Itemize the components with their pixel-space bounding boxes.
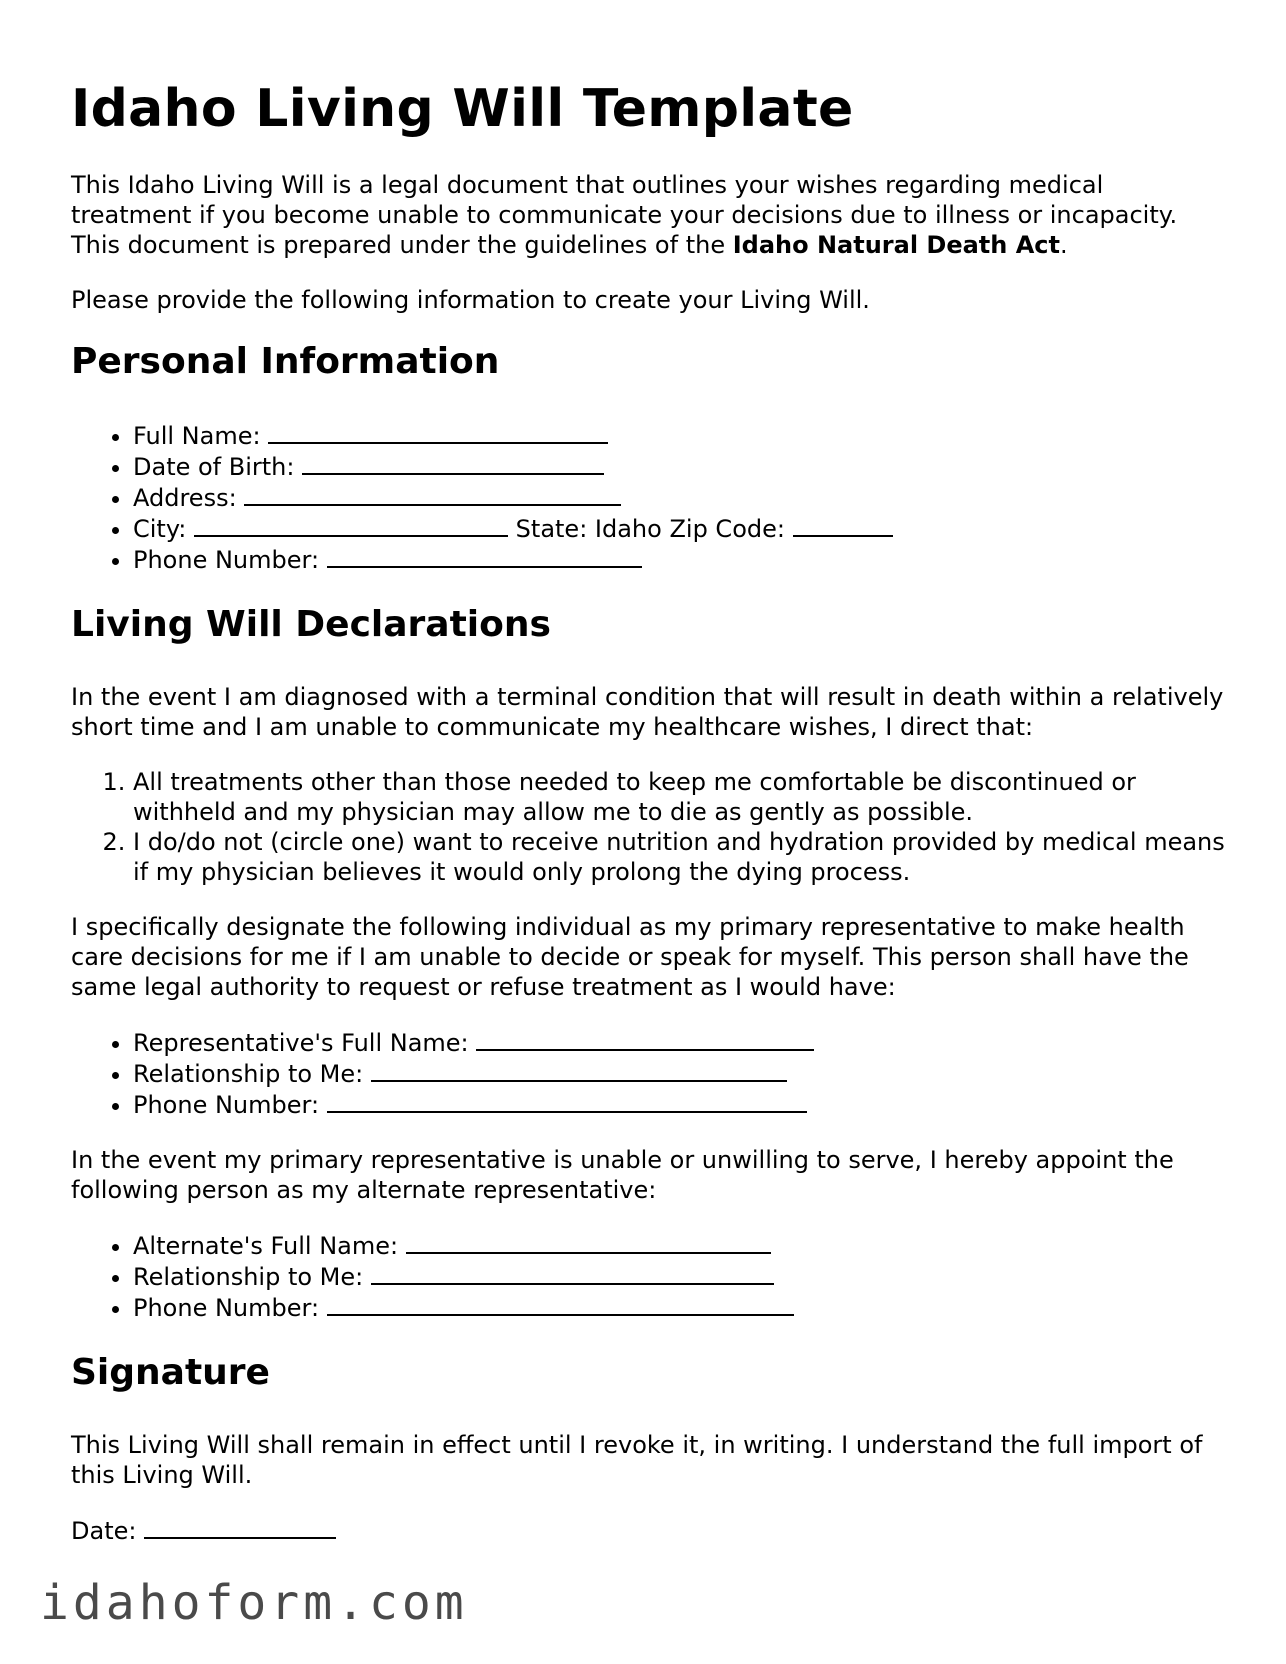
city-label: City: bbox=[133, 514, 187, 543]
list-item-full-name bbox=[133, 420, 1231, 451]
list-item-rep-name bbox=[133, 1027, 1231, 1058]
list-item-alt-name bbox=[133, 1230, 1231, 1261]
phone-number-field[interactable] bbox=[327, 544, 642, 568]
list-item-rep-relationship bbox=[133, 1058, 1231, 1089]
date-line bbox=[71, 1515, 1231, 1546]
declarations-intro: In the event I am diagnosed with a terminal condition that will result in death within a relatively short time and I am unable to communicate my healthcare wishes, I direct that: bbox=[71, 682, 1224, 741]
rep-name-label: Representative's Full Name: bbox=[133, 1028, 469, 1057]
phone-number-label: Phone Number: bbox=[133, 545, 320, 574]
list-item-phone bbox=[133, 544, 1231, 575]
alt-name-label: Alternate's Full Name: bbox=[133, 1231, 399, 1260]
alt-name-field[interactable] bbox=[406, 1230, 771, 1254]
zip-code-field[interactable] bbox=[793, 513, 893, 537]
alt-relationship-label: Relationship to Me: bbox=[133, 1262, 364, 1291]
living-will-declarations-heading: Living Will Declarations bbox=[71, 603, 551, 645]
alternate-intro: In the event my primary representative is unable or unwilling to serve, I hereby appoint the following person as my alternate representative: bbox=[71, 1145, 1174, 1204]
address-label: Address: bbox=[133, 483, 237, 512]
rep-phone-field[interactable] bbox=[327, 1089, 807, 1113]
rep-name-field[interactable] bbox=[476, 1027, 814, 1051]
city-field[interactable] bbox=[194, 513, 508, 537]
page-title: Idaho Living Will Template bbox=[71, 79, 854, 139]
full-name-label: Full Name: bbox=[133, 421, 261, 450]
declaration-item-2: 2. I do/do not (circle one) want to receive nutrition and hydration provided by medical means if my physician believes it would only prolong the dying process. bbox=[133, 827, 1231, 887]
state-zip-label: State: Idaho Zip Code: bbox=[515, 514, 785, 543]
rep-relationship-label: Relationship to Me: bbox=[133, 1059, 364, 1088]
date-of-birth-field[interactable] bbox=[302, 451, 604, 475]
personal-information-list bbox=[71, 420, 1231, 575]
representative-intro: I specifically designate the following individual as my primary representative to make health care decisions for me if I am unable to decide or speak for myself. This person shall have the same legal authority to request or refuse treatment as I would have: bbox=[71, 912, 1189, 1001]
list-item-address bbox=[133, 482, 1231, 513]
alternate-list bbox=[71, 1230, 1231, 1323]
full-name-field[interactable] bbox=[268, 420, 608, 444]
date-field[interactable] bbox=[144, 1515, 336, 1539]
act-name: Idaho Natural Death Act bbox=[732, 231, 1060, 260]
date-label: Date: bbox=[71, 1516, 137, 1545]
representative-list bbox=[71, 1027, 1231, 1120]
intro-text-end: . bbox=[1060, 231, 1068, 260]
list-item-rep-phone bbox=[133, 1089, 1231, 1120]
alt-phone-field[interactable] bbox=[327, 1292, 794, 1316]
declarations-list bbox=[71, 767, 1231, 887]
document-page bbox=[71, 78, 1231, 1571]
alt-phone-label: Phone Number: bbox=[133, 1293, 320, 1322]
signature-heading: Signature bbox=[71, 1351, 270, 1393]
list-item-alt-phone bbox=[133, 1292, 1231, 1323]
list-item-alt-relationship bbox=[133, 1261, 1231, 1292]
alt-relationship-field[interactable] bbox=[371, 1261, 774, 1285]
list-item-city-state-zip bbox=[133, 513, 1231, 544]
personal-information-heading: Personal Information bbox=[71, 341, 500, 383]
list-item-date-of-birth bbox=[133, 451, 1231, 482]
watermark-logo: idahoform.com bbox=[40, 1575, 468, 1631]
intro-text: This Idaho Living Will is a legal document that outlines your wishes regarding medical treatment if you become unable to communicate your decisions due to illness or incapacity. This document is prepared under the guidelines of the bbox=[71, 171, 1178, 260]
date-of-birth-label: Date of Birth: bbox=[133, 452, 295, 481]
signature-text: This Living Will shall remain in effect until I revoke it, in writing. I understand the full import of this Living Will. bbox=[71, 1430, 1203, 1489]
declaration-item-1: 1. All treatments other than those needed to keep me comfortable be discontinued or withheld and my physician may allow me to die as gently as possible. bbox=[133, 767, 1231, 827]
instruction-paragraph: Please provide the following information to create your Living Will. bbox=[71, 286, 870, 315]
intro-paragraph bbox=[71, 170, 1231, 260]
rep-phone-label: Phone Number: bbox=[133, 1090, 320, 1119]
address-field[interactable] bbox=[244, 482, 621, 506]
rep-relationship-field[interactable] bbox=[371, 1058, 787, 1082]
